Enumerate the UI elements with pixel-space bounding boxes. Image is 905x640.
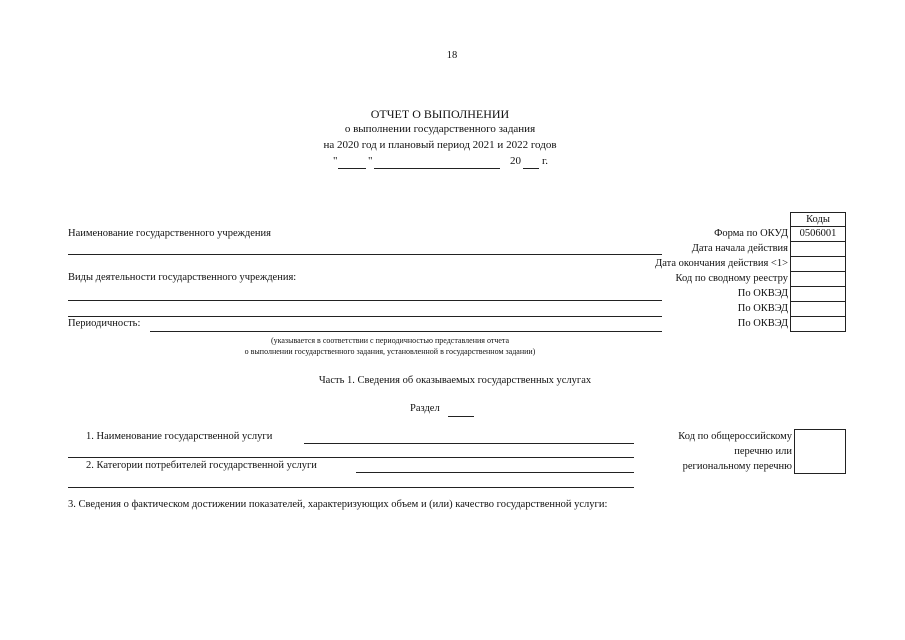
section-label: Раздел [410, 403, 440, 414]
consumers-field-2[interactable] [68, 487, 634, 488]
okved-code-cell[interactable] [790, 286, 846, 302]
okud-code-cell: 0506001 [790, 226, 846, 242]
okved-code-cell[interactable] [790, 316, 846, 332]
registry-code-cell[interactable] [790, 271, 846, 287]
registry-code-label-1: Код по общероссийскому [678, 431, 792, 442]
end-date-cell[interactable] [790, 256, 846, 272]
date-quote-open: " [333, 155, 338, 167]
report-period: на 2020 год и плановый период 2021 и 2022 годов [323, 139, 557, 151]
activity-types-field-1[interactable] [68, 300, 662, 301]
date-month-field[interactable] [374, 168, 500, 169]
consumers-label: 2. Категории потребителей государственной услуги [86, 460, 317, 471]
activity-types-label: Виды деятельности государственного учреждения: [68, 272, 297, 283]
consumers-field[interactable] [356, 472, 634, 473]
service-name-field[interactable] [304, 443, 634, 444]
date-day-field[interactable] [338, 168, 366, 169]
registry-code-label-2: перечню или [734, 446, 792, 457]
codes-row-label: Код по сводному реестру [675, 273, 788, 284]
periodicity-label: Периодичность: [68, 318, 141, 329]
date-quote-close: " [368, 155, 373, 167]
service-name-field-2[interactable] [68, 457, 634, 458]
codes-row-label: Дата окончания действия <1> [655, 258, 788, 269]
registry-code-box[interactable] [794, 429, 846, 474]
page-number: 18 [446, 50, 458, 61]
institution-name-field[interactable] [68, 254, 662, 255]
periodicity-note-1: (указывается в соответствии с периодичностью представления отчета [270, 336, 510, 345]
periodicity-note-2: о выполнении государственного задания, установленной в государственном задании) [244, 347, 536, 356]
codes-row-label: По ОКВЭД [737, 303, 788, 314]
part1-title: Часть 1. Сведения об оказываемых государственных услугах [318, 375, 592, 386]
registry-code-label-3: региональному перечню [682, 461, 792, 472]
section-number-field[interactable] [448, 416, 474, 417]
codes-row-label: По ОКВЭД [737, 318, 788, 329]
service-name-label: 1. Наименование государственной услуги [86, 431, 273, 442]
activity-types-field-2[interactable] [68, 316, 662, 317]
codes-row-label: Дата начала действия [691, 243, 788, 254]
okved-code-cell[interactable] [790, 301, 846, 317]
institution-name-label: Наименование государственного учреждения [68, 228, 271, 239]
report-title: ОТЧЕТ О ВЫПОЛНЕНИИ [370, 107, 510, 121]
periodicity-field[interactable] [150, 331, 662, 332]
report-subtitle: о выполнении государственного задания [344, 123, 536, 135]
date-year-suffix: г. [542, 155, 549, 167]
start-date-cell[interactable] [790, 241, 846, 257]
codes-header: Коды [790, 212, 846, 227]
codes-row-label: По ОКВЭД [737, 288, 788, 299]
indicators-label: 3. Сведения о фактическом достижении показателей, характеризующих объем и (или) качество государственной услуги: [68, 499, 608, 510]
date-year-prefix: 20 [510, 155, 521, 167]
codes-row-label: Форма по ОКУД [714, 228, 788, 239]
date-year-field[interactable] [523, 168, 539, 169]
